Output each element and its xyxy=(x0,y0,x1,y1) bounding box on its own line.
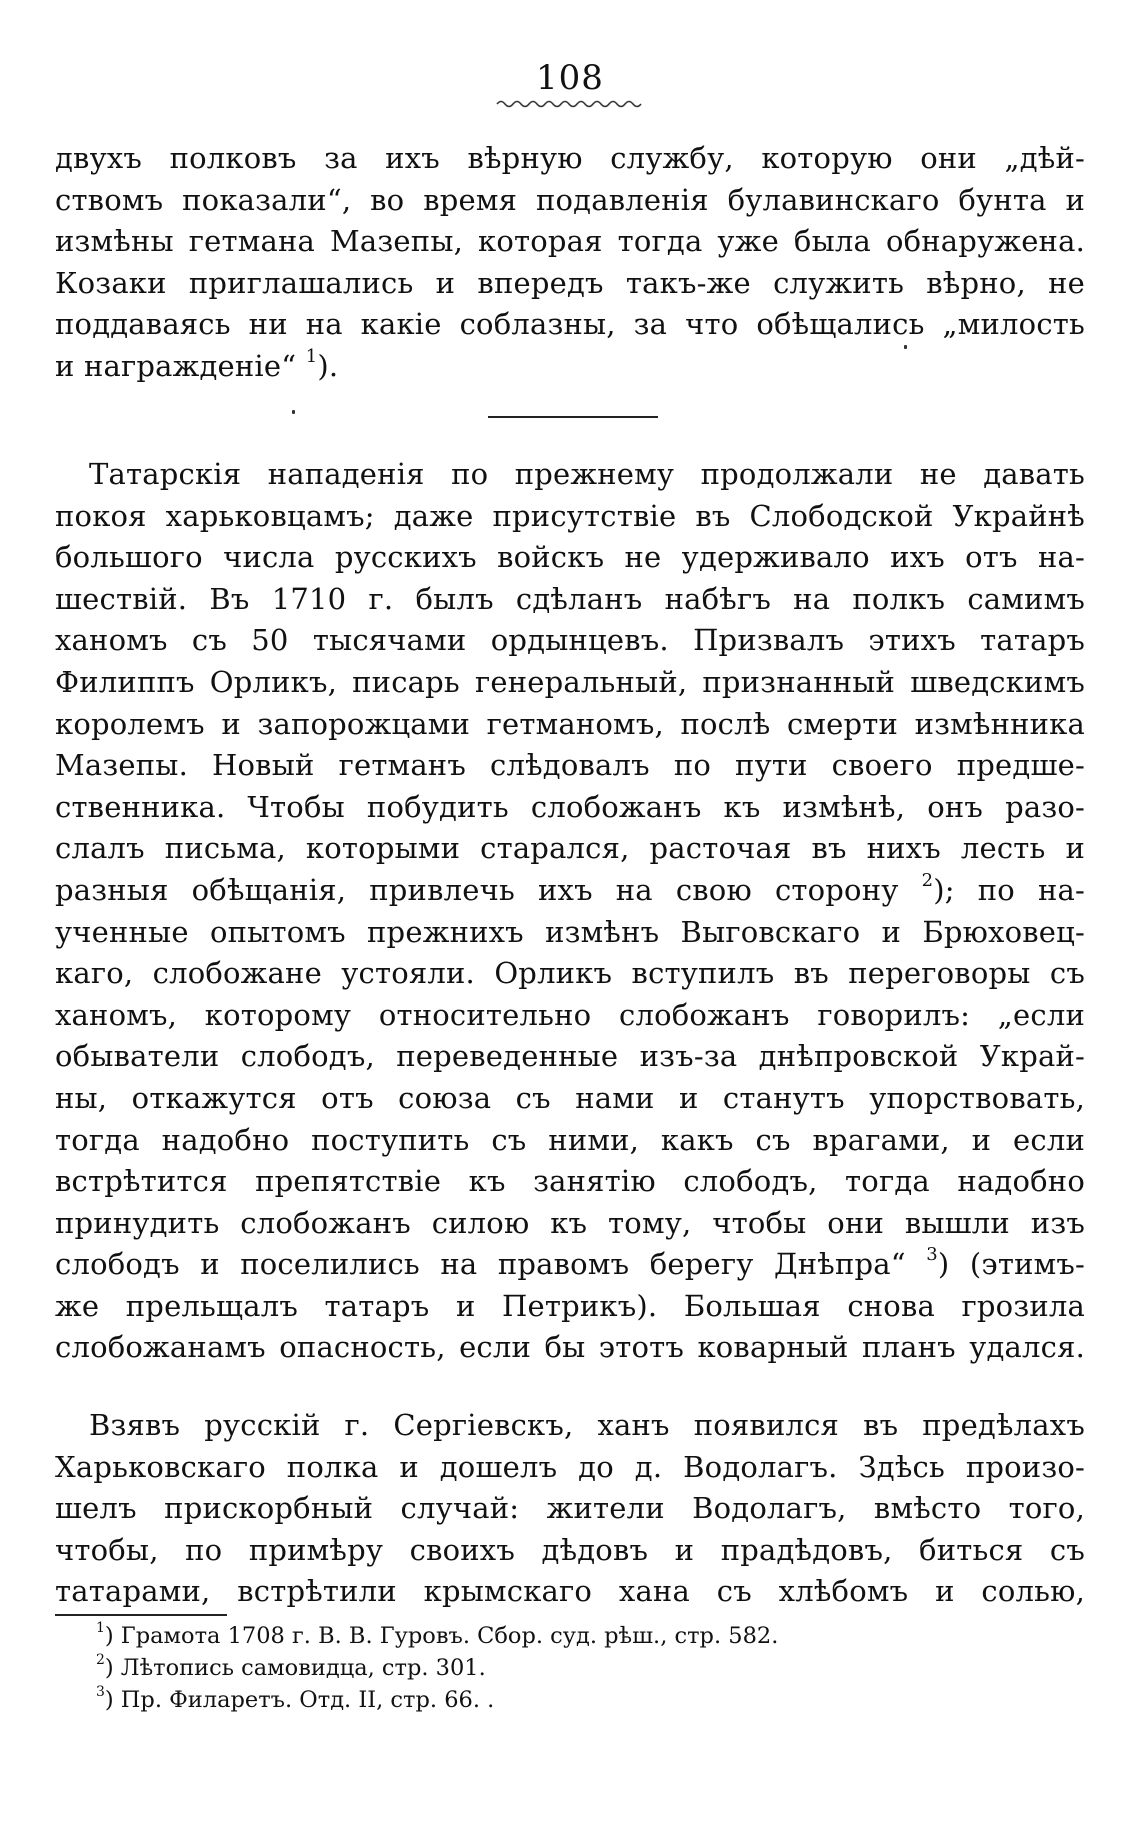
text-line: же прельщалъ татаръ и Петрикъ). Большая снова грозила xyxy=(55,1288,1085,1323)
text-line: встрѣтится препятствіе къ занятію слободъ, тогда надобно xyxy=(55,1164,1085,1199)
text-line: покоя харьковцамъ; даже присутствіе въ Слободской Украйнѣ xyxy=(55,498,1085,533)
text-line: и награжденіе“ $^1$). xyxy=(55,345,339,383)
footnote-ref: 2 xyxy=(921,869,934,891)
print-speck xyxy=(292,410,295,414)
text-line: Татарскія нападенія по прежнему продолжали не давать xyxy=(89,457,1085,491)
page-number-header xyxy=(0,58,1140,110)
text-line: поддаваясь ни на какіе соблазны, за что обѣщались „милость xyxy=(55,307,1085,342)
text-line: Харьковскаго полка и дошелъ до д. Водолагъ. Здѣсь произо- xyxy=(55,1449,1085,1484)
print-speck xyxy=(904,345,907,349)
footnote-item: $^3$) Пр. Филаретъ. Отд. II, стр. 66. . xyxy=(96,1684,495,1713)
text-line: ханомъ, которому относительно слобожанъ говорилъ: „если xyxy=(55,997,1085,1032)
text-line: обыватели слободъ, переведенные изъ-за днѣпровской Украй- xyxy=(55,1039,1085,1074)
wavy-ornament-icon xyxy=(495,98,645,110)
text-line: большого числа русскихъ войскъ не удерживало ихъ отъ на- xyxy=(55,540,1085,575)
paragraph-3 xyxy=(55,1405,1085,1613)
text-line: Козаки приглашались и впередъ такъ-же служить вѣрно, не xyxy=(55,265,1085,300)
footnote-item: $^2$) Лѣтопись самовидца, стр. 301. xyxy=(96,1652,486,1681)
paragraph-1 xyxy=(55,138,1085,388)
text-line: тогда надобно поступить съ ними, какъ съ врагами, и если xyxy=(55,1122,1085,1157)
footnotes xyxy=(96,1620,996,1716)
text-line: разныя обѣщанія, привлечь ихъ на свою сторону $^2$); по на- xyxy=(55,869,1085,907)
text-line: каго, слобожане устояли. Орликъ вступилъ въ переговоры съ xyxy=(55,956,1085,991)
text-line: принудить слобожанъ силою къ тому, чтобы они вышли изъ xyxy=(55,1205,1085,1240)
footnote-item: $^1$) Грамота 1708 г. В. В. Гуровъ. Сбор. суд. рѣш., стр. 582. xyxy=(96,1620,779,1649)
page-number: 108 xyxy=(536,58,604,98)
text-line: слободъ и поселились на правомъ берегу Днѣпра“ $^3$) (этимъ- xyxy=(55,1244,1086,1282)
footnote-ref: 1 xyxy=(305,345,318,367)
footnote-divider xyxy=(55,1614,227,1616)
text-line: ственника. Чтобы побудить слобожанъ къ измѣнѣ, онъ разо- xyxy=(55,789,1085,824)
text-line: слалъ письма, которыми старался, расточая въ нихъ лесть и xyxy=(55,831,1085,866)
text-line: слобожанамъ опасность, если бы этотъ коварный планъ удался. xyxy=(55,1330,1085,1365)
footnote-ref: 3 xyxy=(926,1244,938,1266)
text-line: измѣны гетмана Мазепы, которая тогда уже была обнаружена. xyxy=(55,224,1085,259)
section-divider xyxy=(488,416,658,418)
paragraph-2 xyxy=(55,454,1085,1369)
text-line: татарами, встрѣтили крымскаго хана съ хлѣбомъ и солью, xyxy=(55,1574,1085,1609)
text-line: ствомъ показали“, во время подавленія булавинскаго бунта и xyxy=(55,182,1085,217)
text-line: Взявъ русскій г. Сергіевскъ, ханъ появился въ предѣлахъ xyxy=(89,1408,1085,1442)
text-line: королемъ и запорожцами гетманомъ, послѣ смерти измѣнника xyxy=(55,706,1085,741)
text-line: шелъ прискорбный случай: жители Водолагъ, вмѣсто того, xyxy=(55,1491,1085,1526)
text-line: ны, откажутся отъ союза съ нами и станутъ упорствовать, xyxy=(55,1080,1085,1115)
text-line: чтобы, по примѣру своихъ дѣдовъ и прадѣдовъ, биться съ xyxy=(55,1532,1085,1567)
text-line: ученные опытомъ прежнихъ измѣнъ Выговскаго и Брюховец- xyxy=(55,914,1085,949)
text-line: шествій. Въ 1710 г. былъ сдѣланъ набѣгъ на полкъ самимъ xyxy=(55,581,1085,616)
text-line: ханомъ съ 50 тысячами ордынцевъ. Призвалъ этихъ татаръ xyxy=(55,623,1085,658)
text-line: Филиппъ Орликъ, писарь генеральный, признанный шведскимъ xyxy=(55,664,1085,699)
text-line: Мазепы. Новый гетманъ слѣдовалъ по пути своего предше- xyxy=(55,748,1085,783)
text-line: двухъ полковъ за ихъ вѣрную службу, которую они „дѣй- xyxy=(55,141,1085,175)
